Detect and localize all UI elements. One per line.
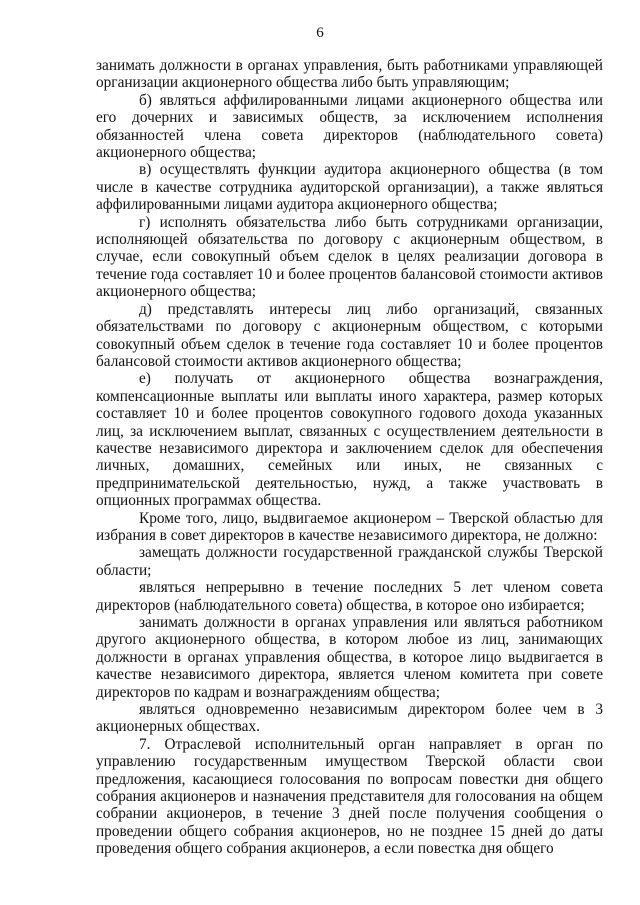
paragraph-section-7: 7. Отраслевой исполнительный орган направляет в орган по управлению государственным имуществом Тверской области свои предложения, касающиеся голосования по вопросам повестки дня общего собрания акционеров и назначения представителя для голосования на общем собрании акционеров, в течение 3 дней после получения сообщения о проведении общего собрания акционеров, но не позднее 15 дней до даты проведения общего собрания акционеров, а если повестка дня общего (96, 735, 603, 858)
paragraph-item-g: г) исполнять обязательства либо быть сотрудниками организации, исполняющей обязательства по договору с акционерным обществом, в случае, если совокупный объем сделок в целях реализации договора в течение года составляет 10 и более процентов балансовой стоимости активов акционерного общества; (96, 213, 603, 301)
paragraph-item-d: д) представлять интересы лиц либо организаций, связанных обязательствами по договору с акционерным обществом, с которыми совокупный объем сделок в течение года составляет 10 и более процентов балансовой стоимости активов акционерного общества; (96, 300, 603, 370)
page-number: 6 (316, 25, 324, 41)
paragraph-restriction-civil-service: замещать должности государственной гражданской службы Тверской области; (96, 544, 603, 579)
paragraph-independent-director-intro: Кроме того, лицо, выдвигаемое акционером – Тверской областью для избрания в совет директоров в качестве независимого директора, не должно: (96, 509, 603, 544)
paragraph-item-e: е) получать от акционерного общества вознаграждения, компенсационные выплаты или выплаты иного характера, размер которых составляет 10 и более процентов совокупного годового дохода указанных лиц, за исключением выплат, связанных с осуществлением деятельности в качестве независимого директора и заключением сделок для обеспечения личных, домашних, семейных или иных, не связанных с предпринимательской деятельностью, нужд, а также участвовать в опционных программах общества. (96, 370, 603, 510)
paragraph-continuation: занимать должности в органах управления, быть работниками управляющей организации акционерного общества либо быть управляющим; (96, 57, 603, 92)
paragraph-item-v: в) осуществлять функции аудитора акционерного общества (в том числе в качестве сотрудника аудиторской организации), а также являться аффилированными лицами аудитора акционерного общества; (96, 161, 603, 214)
paragraph-restriction-multiple-boards: являться одновременно независимым директором более чем в 3 акционерных обществах. (96, 701, 603, 736)
paragraph-item-b: б) являться аффилированными лицами акционерного общества или его дочерних и зависимых обществ, за исключением исполнения обязанностей члена совета директоров (наблюдательного совета) акционерного общества; (96, 91, 603, 162)
document-body (96, 57, 603, 858)
paragraph-restriction-cross-management: занимать должности в органах управления или являться работником другого акционерного общества, в котором любое из лиц, занимающих должности в органах управления общества, в которое лицо выдвигается в качестве независимого директора, является членом комитета при совете директоров по кадрам и вознаграждениям общества; (96, 614, 603, 701)
paragraph-restriction-board-tenure: являться непрерывно в течение последних 5 лет членом совета директоров (наблюдательного совета) общества, в которое оно избирается; (96, 579, 603, 614)
